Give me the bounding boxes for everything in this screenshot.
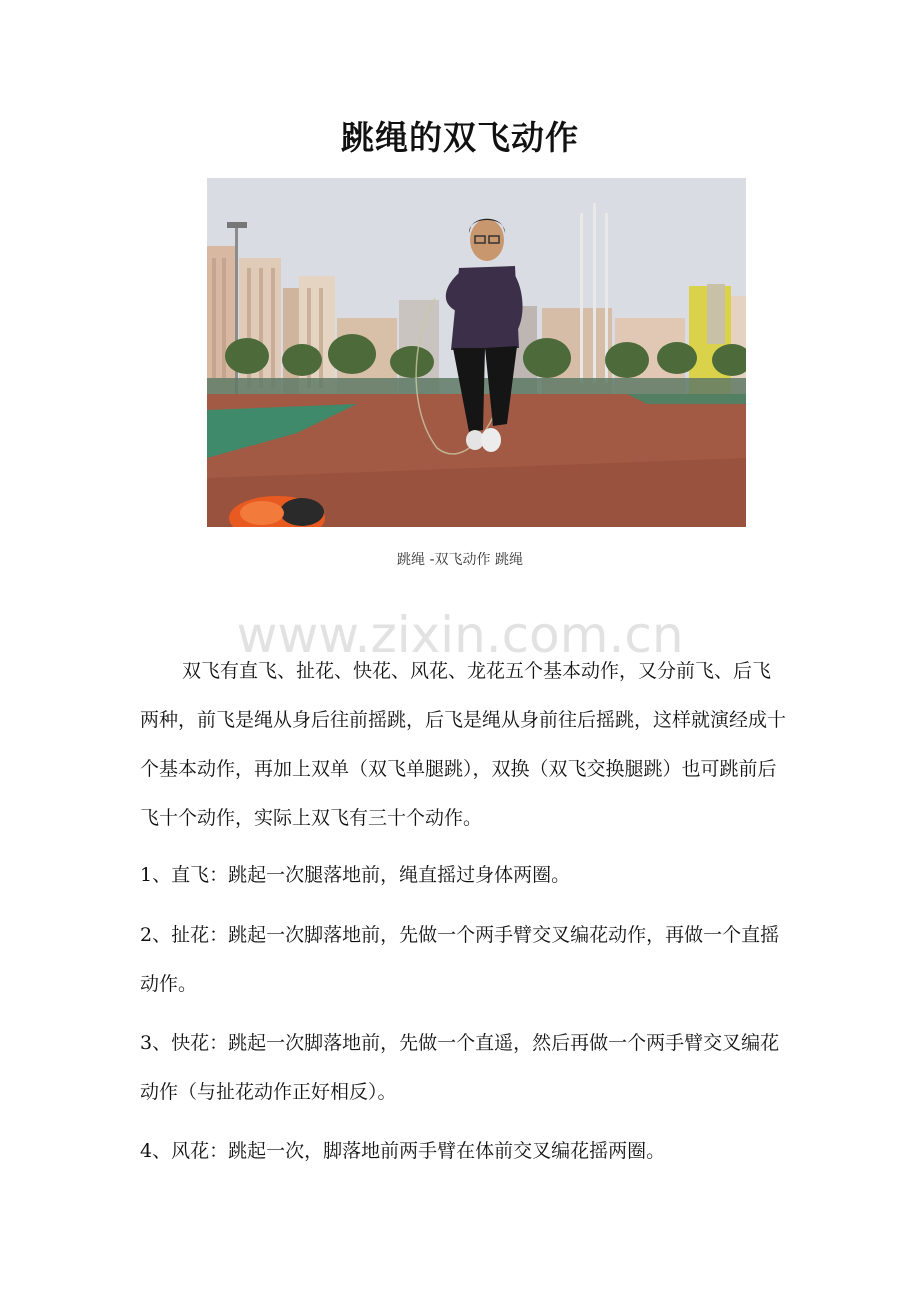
list-item: 1、直飞：跳起一次腿落地前，绳直摇过身体两圈。 [140,864,571,886]
page-title: 跳绳的双飞动作 [341,118,579,157]
watermark: www.zixin.com.cn [236,606,684,664]
intro-paragraph: 双飞有直飞、扯花、快花、风花、龙花五个基本动作，又分前飞、后飞两种，前飞是绳从身后往前摇跳，后飞是绳从身前往后摇跳，这样就演经成十个基本动作，再加上双单（双飞单腿跳），双换（双飞交换腿跳）也可跳前后飞十个动作，实际上双飞有三十个动作。 [140,660,787,829]
list-item: 2、扯花：跳起一次脚落地前，先做一个两手臂交叉编花动作，再做一个直摇动作。 [140,924,780,995]
list-item: 3、快花：跳起一次脚落地前，先做一个直遥，然后再做一个两手臂交叉编花动作（与扯花动作正好相反）。 [140,1032,780,1103]
list-item: 4、风花：跳起一次，脚落地前两手臂在体前交叉编花摇两圈。 [140,1140,666,1162]
image-caption: 跳绳 -双飞动作 跳绳 [397,552,523,568]
jump-rope-photo [207,178,746,527]
